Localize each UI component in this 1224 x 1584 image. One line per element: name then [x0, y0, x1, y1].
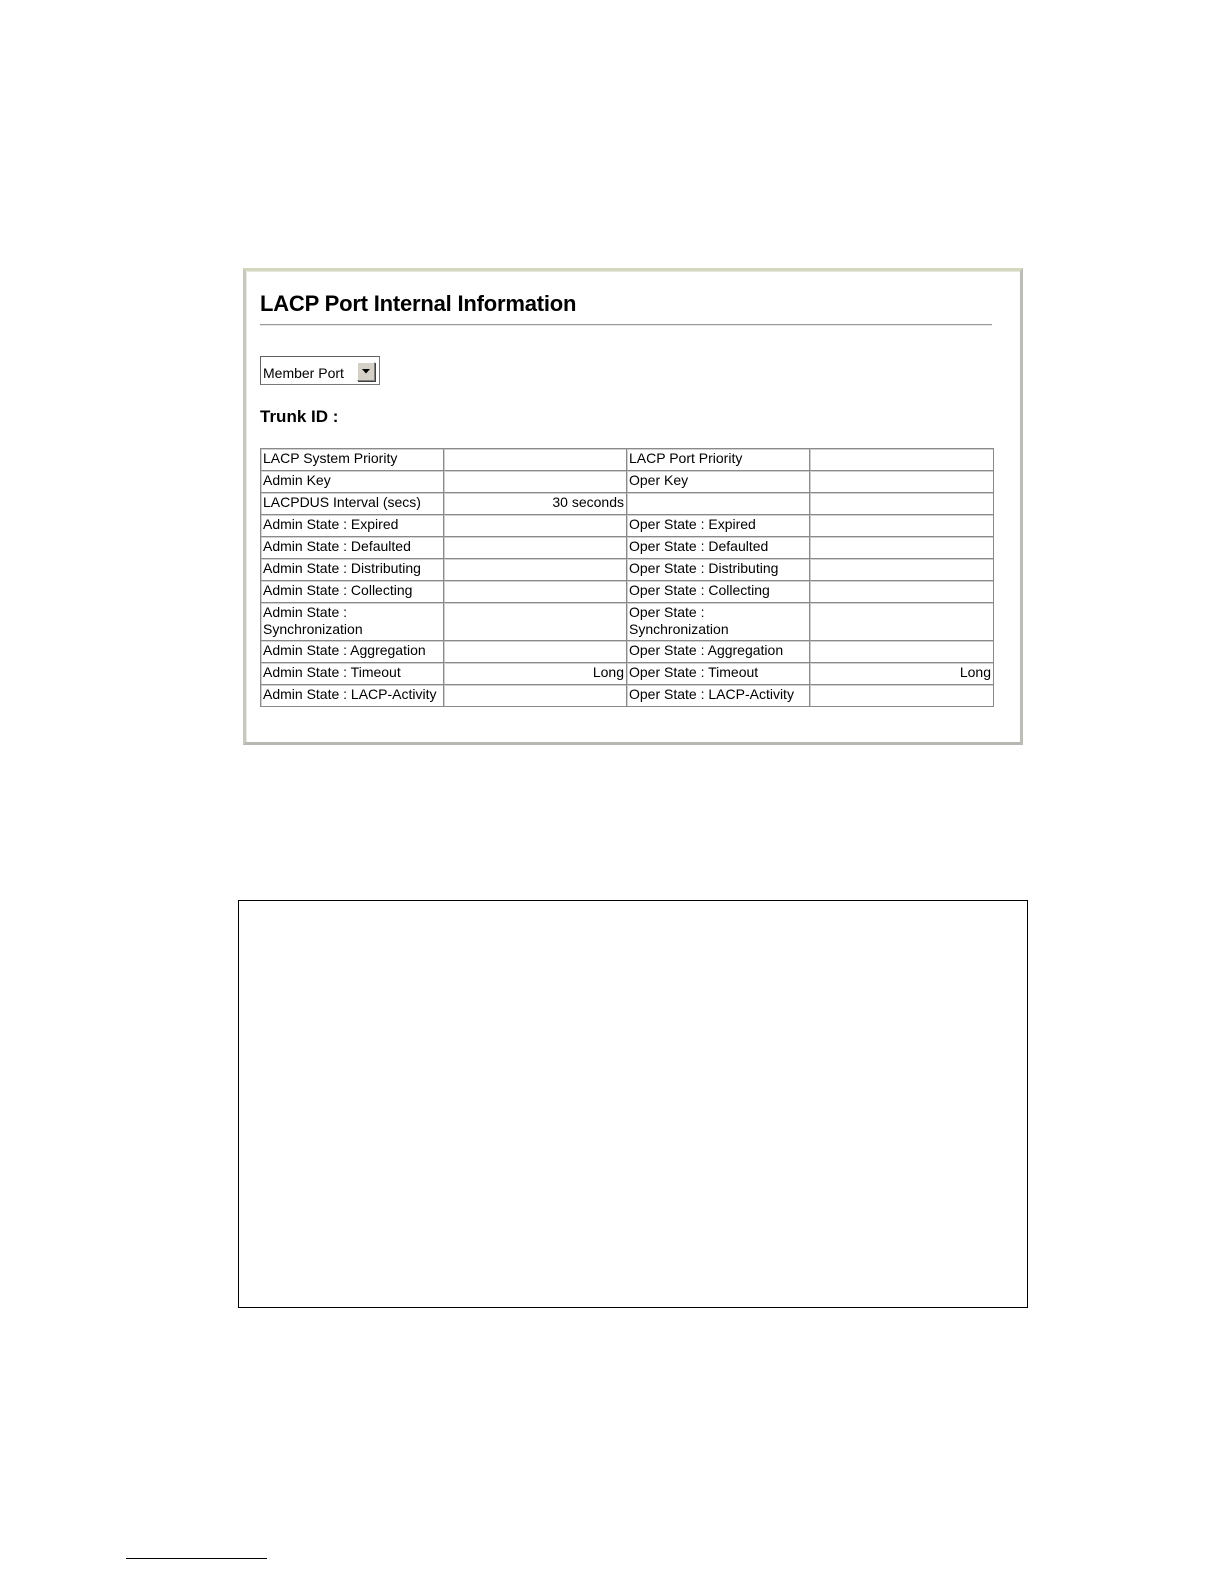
row-value	[444, 471, 627, 493]
row-value-oper	[810, 559, 994, 581]
table-row	[261, 537, 994, 559]
row-value	[444, 685, 627, 707]
row-value-oper	[810, 685, 994, 707]
table-row	[261, 471, 994, 493]
lacp-port-info-panel	[243, 268, 1023, 745]
row-label: Admin State : Timeout	[261, 663, 444, 685]
row-value-oper	[810, 641, 994, 663]
row-label-oper: Oper State : Collecting	[627, 581, 810, 603]
table-row	[261, 663, 994, 685]
table-row	[261, 641, 994, 663]
row-label-oper: Oper State : Timeout	[627, 663, 810, 685]
row-label-oper: Oper State : Synchronization	[627, 603, 810, 641]
cli-example-box	[238, 900, 1028, 1308]
row-value-oper	[810, 581, 994, 603]
table-row	[261, 603, 994, 641]
row-label: LACPDUS Interval (secs)	[261, 493, 444, 515]
row-label: Admin State : Collecting	[261, 581, 444, 603]
lacp-info-table	[260, 448, 994, 707]
row-label-oper: Oper State : Expired	[627, 515, 810, 537]
row-value	[444, 559, 627, 581]
row-value-oper	[810, 471, 994, 493]
row-value-oper	[810, 603, 994, 641]
row-value	[444, 603, 627, 641]
row-label-oper: Oper State : LACP-Activity	[627, 685, 810, 707]
table-row	[261, 581, 994, 603]
row-value	[444, 537, 627, 559]
page-title: LACP Port Internal Information	[260, 291, 577, 316]
trunk-id-label: Trunk ID :	[260, 407, 339, 426]
title-divider	[260, 324, 992, 326]
table-row	[261, 685, 994, 707]
row-label-oper	[627, 493, 810, 515]
row-value-oper	[810, 515, 994, 537]
row-label: Admin State : Defaulted	[261, 537, 444, 559]
row-label: Admin State : Expired	[261, 515, 444, 537]
row-value	[444, 515, 627, 537]
table-row	[261, 449, 994, 471]
member-port-select[interactable]	[260, 356, 380, 385]
row-value: Long	[444, 663, 627, 685]
row-value: 30 seconds	[444, 493, 627, 515]
row-value-oper	[810, 493, 994, 515]
chevron-down-icon	[362, 369, 370, 374]
member-port-select-value: Member Port	[263, 364, 344, 381]
row-label-oper: Oper State : Distributing	[627, 559, 810, 581]
row-value-oper	[810, 537, 994, 559]
table-row	[261, 515, 994, 537]
select-dropdown-button[interactable]	[357, 362, 375, 381]
row-label: Admin State : Distributing	[261, 559, 444, 581]
row-label-oper: Oper State : Defaulted	[627, 537, 810, 559]
row-label: LACP System Priority	[261, 449, 444, 471]
row-value	[444, 449, 627, 471]
row-label-oper: Oper State : Aggregation	[627, 641, 810, 663]
row-label-oper: LACP Port Priority	[627, 449, 810, 471]
table-row	[261, 493, 994, 515]
row-value	[444, 641, 627, 663]
row-label-oper: Oper Key	[627, 471, 810, 493]
footnote-divider	[126, 1558, 267, 1559]
table-row	[261, 559, 994, 581]
row-label: Admin State : Aggregation	[261, 641, 444, 663]
row-value-oper	[810, 449, 994, 471]
row-value	[444, 581, 627, 603]
row-label: Admin Key	[261, 471, 444, 493]
row-value-oper: Long	[810, 663, 994, 685]
row-label: Admin State : LACP-Activity	[261, 685, 444, 707]
row-label: Admin State : Synchronization	[261, 603, 444, 641]
